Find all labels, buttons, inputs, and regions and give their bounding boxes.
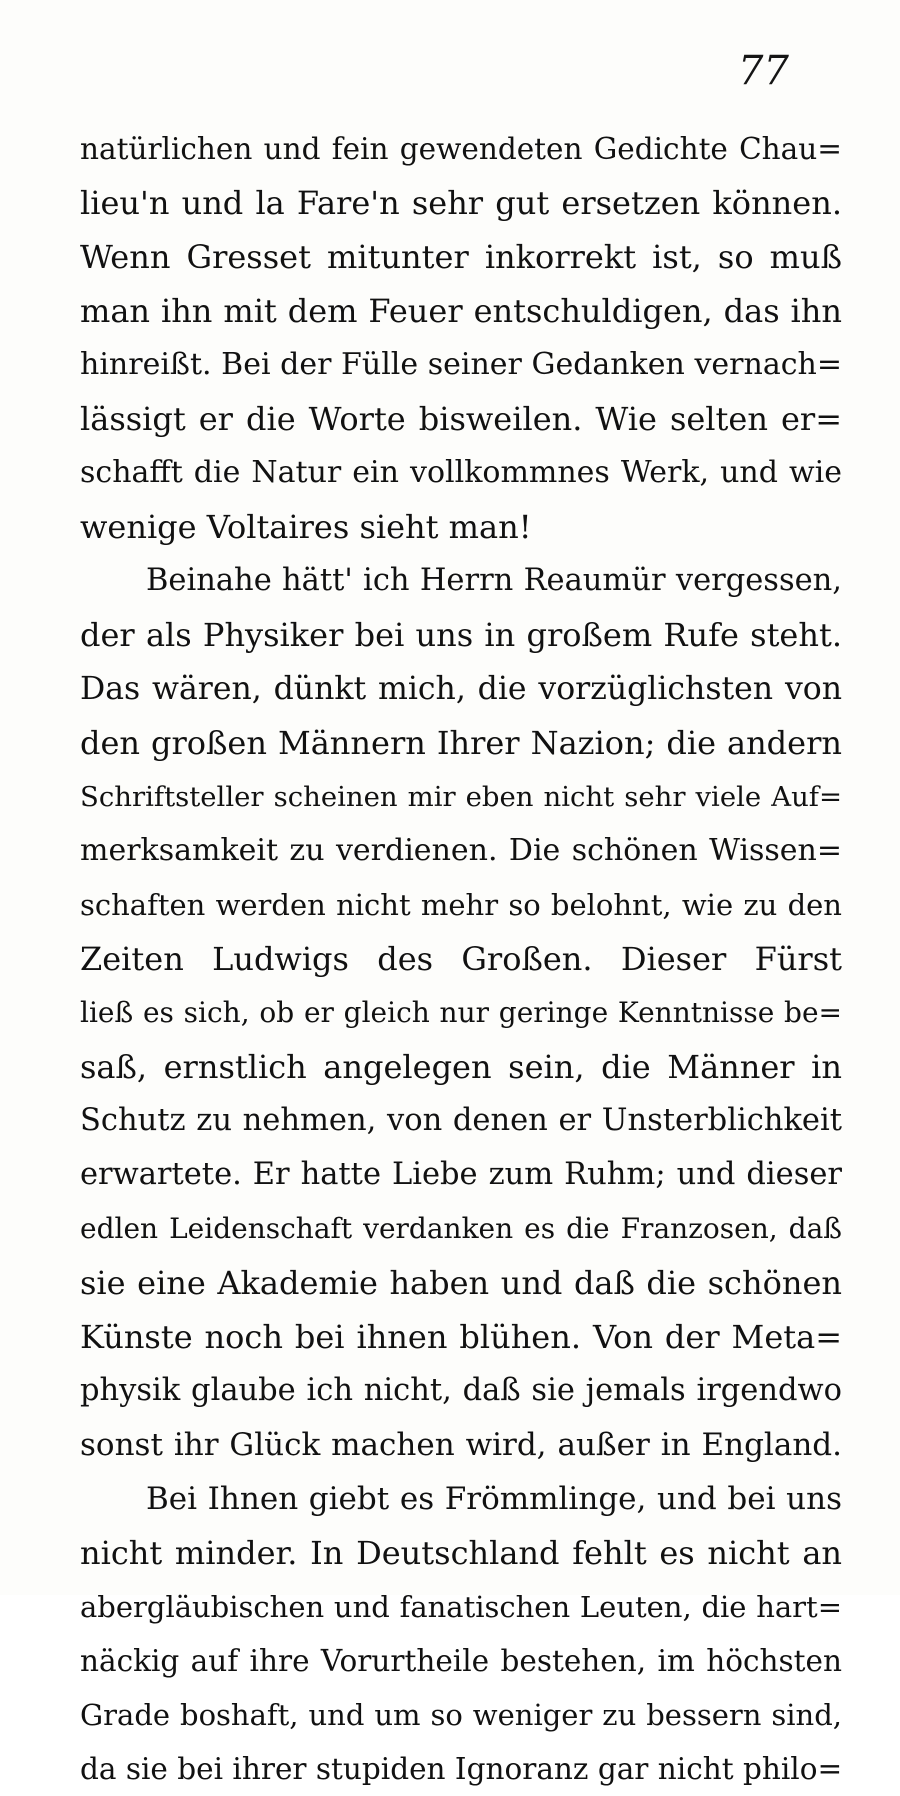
text-line: der als Physiker bei uns in großem Rufe steht.: [80, 616, 842, 654]
text-line: saß, ernstlich angelegen sein, die Männer in: [80, 1048, 842, 1086]
text-line: Zeiten Ludwigs des Großen. Dieser Fürst: [80, 940, 842, 978]
text-line: hinreißt. Bei der Fülle seiner Gedanken vernach=: [80, 347, 842, 382]
text-line: Grade boshaft, und um so weniger zu bessern sind,: [80, 1698, 842, 1732]
text-line: merksamkeit zu verdienen. Die schönen Wissen=: [80, 833, 842, 868]
text-line: schafft die Natur ein vollkommnes Werk, und wie: [80, 455, 842, 490]
text-line: erwartete. Er hatte Liebe zum Ruhm; und dieser: [80, 1157, 842, 1192]
text-line: lässigt er die Worte bisweilen. Wie selten er=: [80, 400, 842, 438]
text-line: sonst ihr Glück machen wird, außer in England.: [80, 1427, 842, 1463]
text-line: abergläubischen und fanatischen Leuten, die hart=: [80, 1590, 842, 1624]
text-line: physik glaube ich nicht, daß sie jemals irgendwo: [80, 1373, 842, 1408]
text-line: ließ es sich, ob er gleich nur geringe Kenntnisse be=: [80, 996, 842, 1029]
text-line: Das wären, dünkt mich, die vorzüglichsten von: [80, 671, 842, 707]
text-line: Schriftsteller scheinen mir eben nicht sehr viele Auf=: [80, 781, 842, 813]
page-number: 77: [738, 48, 789, 94]
text-line: wenige Voltaires sieht man!: [80, 508, 532, 546]
text-line: man ihn mit dem Feuer entschuldigen, das ihn: [80, 292, 842, 330]
body-text: [80, 122, 842, 1796]
text-line: lieu'n und la Fare'n sehr gut ersetzen können.: [80, 184, 842, 222]
text-line: nicht minder. In Deutschland fehlt es nicht an: [80, 1534, 842, 1572]
text-line: Wenn Gresset mitunter inkorrekt ist, so muß: [80, 238, 842, 276]
text-line: edlen Leidenschaft verdanken es die Franzosen, daß: [80, 1212, 842, 1245]
text-line: Beinahe hätt' ich Herrn Reaumür vergessen,: [146, 563, 842, 598]
text-line: den großen Männern Ihrer Nazion; die andern: [80, 724, 842, 762]
text-line: natürlichen und fein gewendeten Gedichte Chau=: [80, 132, 842, 166]
text-line: Bei Ihnen giebt es Frömmlinge, und bei uns: [146, 1481, 842, 1517]
text-line: da sie bei ihrer stupiden Ignoranz gar nicht philo=: [80, 1752, 842, 1786]
text-line: Künste noch bei ihnen blühen. Von der Meta=: [80, 1318, 842, 1356]
text-line: schaften werden nicht mehr so belohnt, wie zu den: [80, 888, 842, 922]
text-line: sie eine Akademie haben und daß die schönen: [80, 1264, 842, 1302]
text-line: Schutz zu nehmen, von denen er Unsterblichkeit: [80, 1103, 842, 1138]
text-line: näckig auf ihre Vorurtheile bestehen, im höchsten: [80, 1644, 842, 1678]
